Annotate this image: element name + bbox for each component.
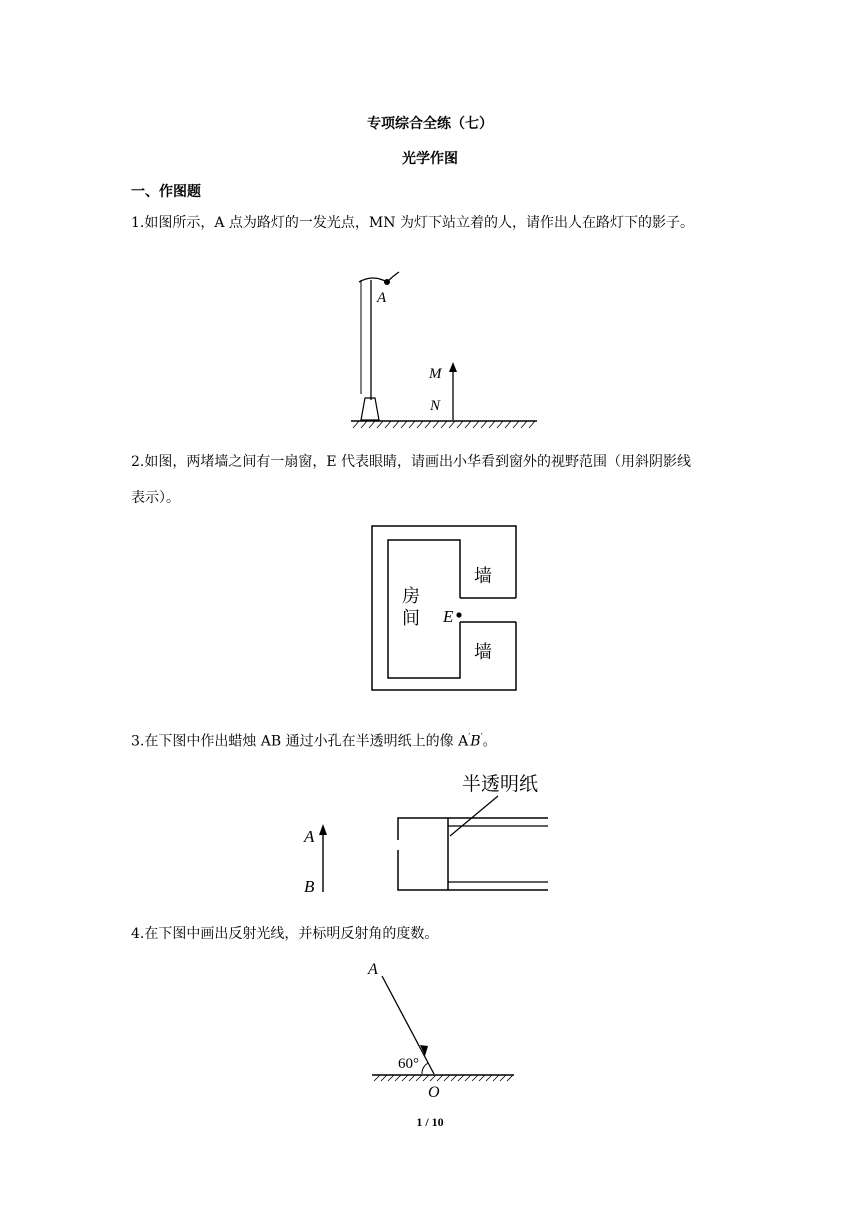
question-4-text: 4.在下图中画出反射光线，并标明反射角的度数。 <box>131 926 439 942</box>
eye-point <box>456 612 461 617</box>
page-title: 专项综合全练（七） <box>367 116 493 132</box>
lamp-head <box>359 272 399 282</box>
label-b: B <box>304 877 315 896</box>
page-subtitle: 光学作图 <box>402 151 458 167</box>
figure-reflection <box>358 952 530 1104</box>
label-a: A <box>304 827 315 846</box>
page-number: 1 / 10 <box>416 1115 444 1129</box>
question-2-text-line2: 表示）。 <box>131 490 180 506</box>
label-wall-top: 墙 <box>474 566 492 587</box>
lamp-base <box>361 398 379 420</box>
angle-arc <box>422 1063 428 1074</box>
ground-hatching <box>353 421 535 428</box>
label-eye: E <box>443 607 454 626</box>
light-point-a <box>384 279 390 285</box>
label-angle: 60° <box>398 1056 419 1072</box>
section-heading: 一、作图题 <box>131 184 201 200</box>
label-a: A <box>377 290 387 306</box>
label-wall-bottom: 墙 <box>474 642 492 663</box>
mirror-hatching <box>374 1075 513 1081</box>
question-3-text: 3.在下图中作出蜡烛 AB 通过小孔在半透明纸上的像 A′B′。 <box>131 733 497 750</box>
figure-streetlamp <box>313 244 549 436</box>
label-room-1: 房 <box>402 586 420 607</box>
label-m: M <box>429 366 442 382</box>
figure-room-window <box>340 518 520 700</box>
candle-arrowhead <box>319 824 327 835</box>
question-1-text: 1.如图所示，A 点为路灯的一发光点，MN 为灯下站立着的人，请作出人在路灯下的影子。 <box>131 215 694 231</box>
label-a: A <box>368 961 378 978</box>
paper-leader-line <box>450 796 498 836</box>
figure-pinhole-camera <box>258 760 604 912</box>
box-top <box>398 818 548 840</box>
question-2-text-line1: 2.如图，两堵墙之间有一扇窗，E 代表眼睛，请画出小华看到窗外的视野范围（用斜阴影线 <box>131 454 692 470</box>
person-arrowhead <box>449 362 457 372</box>
label-o: O <box>428 1084 440 1101</box>
label-room-2: 间 <box>402 608 420 629</box>
label-paper: 半透明纸 <box>462 773 539 795</box>
box-bottom <box>398 850 548 890</box>
label-n: N <box>430 398 441 414</box>
